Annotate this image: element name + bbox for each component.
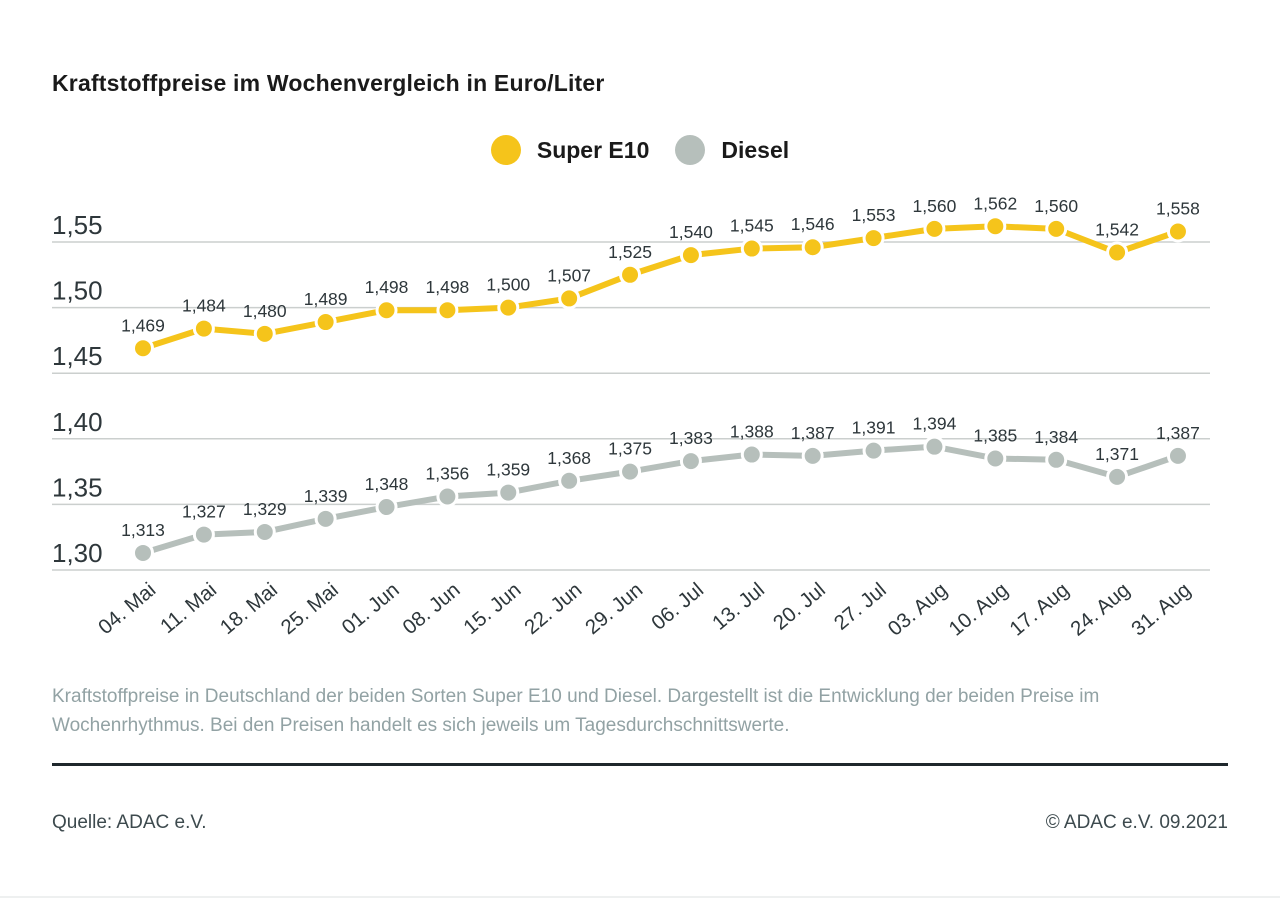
data-point-label-diesel: 1,329 bbox=[242, 498, 287, 519]
data-point-label-diesel: 1,385 bbox=[973, 425, 1018, 446]
chart-description: Kraftstoffpreise in Deutschland der beiden Sorten Super E10 und Diesel. Dargestellt ist die Entwicklung der beiden Preise im Wochenrhythmus. Bei den Preisen handelt es sich jeweils um Tagesdurchschnittswerte. bbox=[52, 686, 1100, 736]
data-point-label-super-e10: 1,546 bbox=[790, 214, 835, 235]
chart-area bbox=[0, 195, 1280, 665]
data-point-label-super-e10: 1,560 bbox=[912, 195, 957, 216]
y-tick-label: 1,35 bbox=[52, 472, 103, 503]
x-tick-label: 03. Aug bbox=[883, 578, 952, 641]
data-point-label-super-e10: 1,480 bbox=[242, 300, 287, 321]
data-point-label-diesel: 1,388 bbox=[729, 421, 774, 442]
series-line-super-e10 bbox=[143, 226, 1178, 348]
data-point-label-super-e10: 1,560 bbox=[1034, 195, 1079, 216]
data-point-diesel bbox=[681, 452, 700, 471]
x-tick-label: 08. Jun bbox=[398, 578, 465, 640]
data-point-label-diesel: 1,339 bbox=[303, 485, 348, 506]
data-point-diesel bbox=[377, 498, 396, 517]
data-point-super-e10 bbox=[255, 324, 274, 343]
y-tick-label: 1,40 bbox=[52, 406, 103, 437]
data-point-super-e10 bbox=[925, 219, 944, 238]
data-point-label-super-e10: 1,562 bbox=[973, 195, 1018, 214]
data-point-super-e10 bbox=[560, 289, 579, 308]
x-tick-label: 10. Aug bbox=[944, 578, 1013, 641]
data-point-diesel bbox=[134, 543, 153, 562]
data-point-super-e10 bbox=[864, 229, 883, 248]
data-point-label-super-e10: 1,489 bbox=[303, 289, 348, 310]
y-tick-label: 1,50 bbox=[52, 275, 103, 306]
x-tick-label: 13. Jul bbox=[707, 578, 770, 635]
x-tick-label: 25. Mai bbox=[276, 578, 343, 640]
data-point-label-super-e10: 1,540 bbox=[669, 222, 713, 243]
footer-divider bbox=[52, 763, 1228, 766]
source-text: Quelle: ADAC e.V. bbox=[52, 812, 207, 833]
data-point-diesel bbox=[621, 462, 640, 481]
x-tick-label: 06. Jul bbox=[647, 578, 709, 635]
super-e10-dot-icon bbox=[491, 135, 521, 165]
data-point-super-e10 bbox=[1108, 243, 1127, 262]
chart-title: Kraftstoffpreise im Wochenvergleich in Euro/Liter bbox=[52, 70, 605, 96]
data-point-super-e10 bbox=[621, 265, 640, 284]
data-point-label-diesel: 1,359 bbox=[486, 459, 531, 480]
data-point-diesel bbox=[925, 437, 944, 456]
data-point-label-super-e10: 1,484 bbox=[181, 295, 226, 316]
data-point-super-e10 bbox=[438, 301, 457, 320]
data-point-label-diesel: 1,348 bbox=[364, 474, 409, 495]
data-point-super-e10 bbox=[499, 298, 518, 317]
data-point-super-e10 bbox=[194, 319, 213, 338]
x-tick-label: 01. Jun bbox=[337, 578, 404, 640]
data-point-label-super-e10: 1,558 bbox=[1156, 198, 1200, 219]
x-tick-label: 22. Jun bbox=[520, 578, 587, 640]
chart-legend bbox=[0, 135, 1280, 165]
x-tick-label: 11. Mai bbox=[155, 578, 222, 639]
data-point-label-diesel: 1,368 bbox=[547, 447, 592, 468]
data-point-label-diesel: 1,375 bbox=[608, 438, 652, 459]
legend-label-super-e10: Super E10 bbox=[536, 136, 650, 163]
data-point-label-diesel: 1,313 bbox=[121, 519, 165, 540]
x-tick-label: 29. Jun bbox=[580, 578, 648, 640]
data-point-super-e10 bbox=[1047, 219, 1066, 238]
data-point-super-e10 bbox=[681, 246, 700, 265]
data-point-diesel bbox=[1047, 450, 1066, 469]
data-point-diesel bbox=[742, 445, 761, 464]
data-point-label-diesel: 1,327 bbox=[181, 501, 226, 522]
data-point-label-super-e10: 1,498 bbox=[425, 277, 470, 298]
legend-item-diesel bbox=[675, 135, 789, 165]
x-tick-label: 15. Jun bbox=[459, 578, 526, 640]
data-point-diesel bbox=[803, 446, 822, 465]
data-point-super-e10 bbox=[316, 313, 335, 332]
data-point-diesel bbox=[1108, 467, 1127, 486]
data-point-label-super-e10: 1,507 bbox=[547, 265, 592, 286]
x-tick-label: 04. Mai bbox=[93, 578, 161, 640]
data-point-label-super-e10: 1,542 bbox=[1095, 219, 1139, 240]
y-tick-label: 1,30 bbox=[52, 538, 103, 568]
data-point-diesel bbox=[499, 483, 518, 502]
legend-label-diesel: Diesel bbox=[721, 136, 790, 163]
data-point-super-e10 bbox=[1168, 222, 1187, 241]
x-tick-label: 24. Aug bbox=[1066, 578, 1135, 641]
data-point-diesel bbox=[986, 449, 1005, 468]
data-point-diesel bbox=[194, 525, 213, 544]
data-point-label-super-e10: 1,545 bbox=[729, 215, 774, 236]
data-point-label-super-e10: 1,553 bbox=[851, 205, 896, 226]
data-point-label-super-e10: 1,498 bbox=[364, 277, 409, 298]
data-point-label-super-e10: 1,500 bbox=[486, 274, 531, 295]
data-point-super-e10 bbox=[803, 238, 822, 257]
legend-item-super-e10 bbox=[491, 135, 650, 165]
data-point-diesel bbox=[864, 441, 883, 460]
data-point-diesel bbox=[316, 509, 335, 528]
data-point-diesel bbox=[438, 487, 457, 506]
y-tick-label: 1,55 bbox=[52, 210, 103, 240]
data-point-diesel bbox=[560, 471, 579, 490]
data-point-super-e10 bbox=[986, 217, 1005, 236]
data-point-diesel bbox=[1168, 446, 1187, 465]
x-tick-label: 27. Jul bbox=[829, 578, 891, 635]
data-point-label-diesel: 1,391 bbox=[851, 417, 896, 438]
series-line-diesel bbox=[143, 447, 1178, 553]
x-tick-label: 17. Aug bbox=[1005, 578, 1074, 641]
y-tick-label: 1,45 bbox=[52, 341, 103, 372]
footer bbox=[52, 812, 1228, 834]
x-tick-label: 31. Aug bbox=[1127, 578, 1196, 641]
data-point-label-diesel: 1,384 bbox=[1034, 426, 1079, 447]
data-point-super-e10 bbox=[134, 339, 153, 358]
data-point-diesel bbox=[255, 522, 274, 541]
data-point-label-super-e10: 1,469 bbox=[121, 315, 165, 336]
data-point-label-super-e10: 1,525 bbox=[608, 241, 652, 262]
data-point-label-diesel: 1,356 bbox=[425, 463, 470, 484]
data-point-label-diesel: 1,394 bbox=[912, 413, 957, 434]
x-tick-label: 20. Jul bbox=[768, 578, 830, 635]
data-point-label-diesel: 1,387 bbox=[1156, 422, 1200, 443]
diesel-dot-icon bbox=[675, 135, 705, 165]
data-point-super-e10 bbox=[742, 239, 761, 258]
data-point-label-diesel: 1,383 bbox=[669, 428, 713, 449]
copyright-text: © ADAC e.V. 09.2021 bbox=[1045, 812, 1228, 833]
data-point-label-diesel: 1,371 bbox=[1095, 443, 1139, 464]
x-tick-label: 18. Mai bbox=[215, 578, 282, 640]
data-point-label-diesel: 1,387 bbox=[790, 422, 835, 443]
fuel-price-chart bbox=[0, 195, 1280, 665]
data-point-super-e10 bbox=[377, 301, 396, 320]
